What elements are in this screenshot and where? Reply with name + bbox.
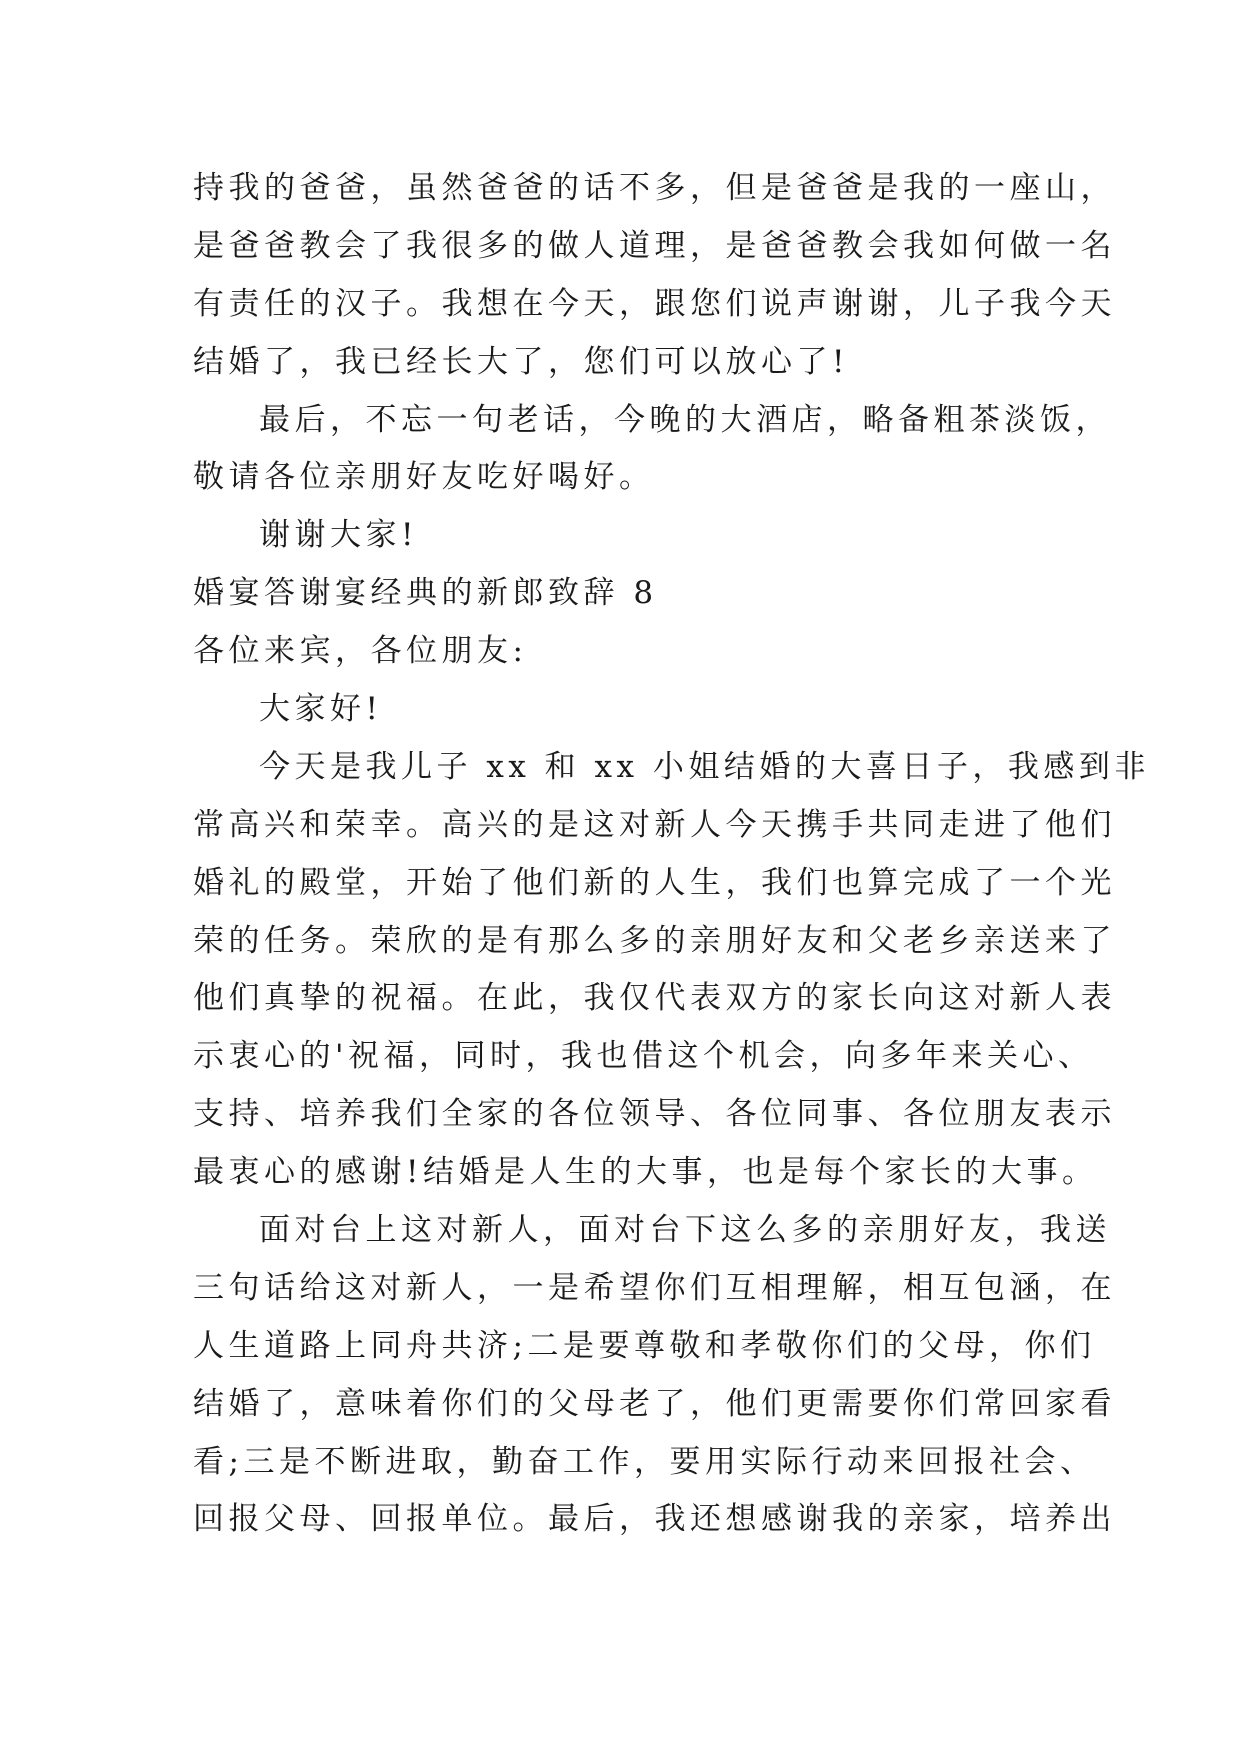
text-line: 持我的爸爸，虽然爸爸的话不多，但是爸爸是我的一座山， (193, 170, 1116, 206)
paragraph-start-line: 面对台上这对新人，面对台下这么多的亲朋好友，我送 (259, 1212, 1111, 1249)
greeting-line: 大家好! (259, 691, 383, 728)
text-line: 婚礼的殿堂，开始了他们新的人生，我们也算完成了一个光 (193, 864, 1116, 901)
text-line: 看;三是不断进取，勤奋工作，要用实际行动来回报社会、 (193, 1443, 1096, 1480)
document-body (193, 160, 1150, 1549)
text-line: 回报父母、回报单位。最后，我还想感谢我的亲家，培养出 (193, 1501, 1116, 1538)
section-heading: 婚宴答谢宴经典的新郎致辞 8 (193, 575, 658, 612)
text-line: 结婚了，我已经长大了，您们可以放心了! (193, 343, 849, 380)
text-line: 常高兴和荣幸。高兴的是这对新人今天携手共同走进了他们 (193, 806, 1116, 843)
text-line: 他们真挚的祝福。在此，我仅代表双方的家长向这对新人表 (193, 980, 1116, 1017)
text-line: 三句话给这对新人，一是希望你们互相理解，相互包涵，在 (193, 1269, 1116, 1306)
paragraph-start-line: 今天是我儿子 xx 和 xx 小姐结婚的大喜日子，我感到非 (259, 748, 1150, 785)
text-line: 支持、培养我们全家的各位领导、各位同事、各位朋友表示 (193, 1096, 1116, 1133)
paragraph-start-line: 谢谢大家! (259, 517, 418, 554)
text-line: 结婚了，意味着你们的父母老了，他们更需要你们常回家看 (193, 1385, 1116, 1422)
text-line: 敬请各位亲朋好友吃好喝好。 (193, 459, 655, 496)
text-line: 示衷心的'祝福，同时，我也借这个机会，向多年来关心、 (193, 1038, 1094, 1075)
text-line: 荣的任务。荣欣的是有那么多的亲朋好友和父老乡亲送来了 (193, 922, 1116, 959)
text-line: 是爸爸教会了我很多的做人道理，是爸爸教会我如何做一名 (193, 227, 1116, 264)
text-line: 有责任的汉子。我想在今天，跟您们说声谢谢，儿子我今天 (193, 285, 1116, 322)
text-line: 人生道路上同舟共济;二是要尊敬和孝敬你们的父母，你们 (193, 1327, 1096, 1364)
paragraph-start-line: 最后，不忘一句老话，今晚的大酒店，略备粗茶淡饭， (259, 401, 1111, 438)
salutation-line: 各位来宾，各位朋友: (193, 633, 528, 670)
text-line: 最衷心的感谢!结婚是人生的大事，也是每个家长的大事。 (193, 1154, 1098, 1191)
